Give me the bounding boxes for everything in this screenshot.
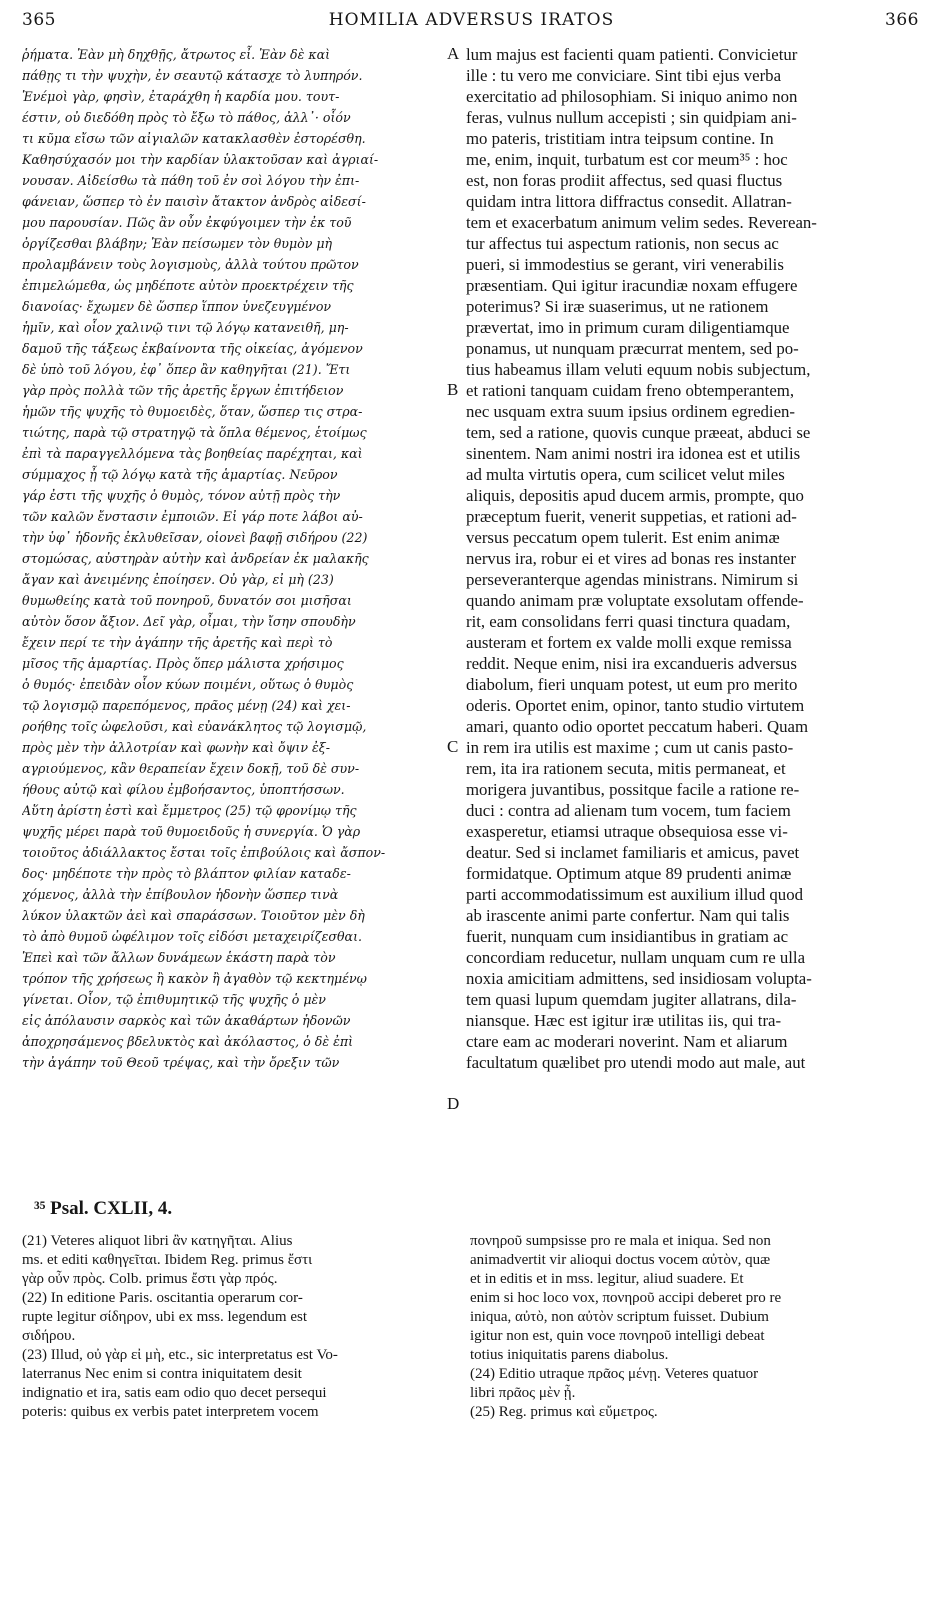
greek-text-column: [22, 44, 452, 1073]
latin-text-line: est, non foras prodiit affectus, sed quasi fluctus: [466, 171, 783, 190]
latin-text-line: prævertat, imo in primum curam diligentiamque: [466, 318, 790, 337]
footnotes-left-column: [22, 1232, 448, 1422]
latin-text-line: feras, vulnus nullum accepisti ; sin quidpiam ani-: [466, 108, 797, 127]
greek-text-line: δαμοῦ τῆς τάξεως ἐκβαίνοντα τῆς οἰκείας, ἀγόμενον: [22, 341, 363, 356]
greek-text-line: ῥήματα. Ἐὰν μὴ δηχθῇς, ἄτρωτος εἶ. Ἐὰν δὲ καὶ: [22, 47, 331, 62]
running-header: [0, 10, 943, 36]
scripture-reference-note: ³⁵ Psal. CXLII, 4.: [34, 1198, 173, 1219]
footnote-line: (23) Illud, οὐ γὰρ εἰ μὴ, etc., sic interpretatus est Vo-: [22, 1347, 338, 1363]
greek-text-line: Ἐνέμοὶ γὰρ, φησὶν, ἐταράχθη ἡ καρδία μου. τουτ-: [22, 89, 340, 104]
latin-text-line: niansque. Hæc est igitur iræ utilitas iis, qui tra-: [466, 1011, 782, 1030]
greek-text-line: τὴν ὑφ᾽ ἡδονῆς ἐκλυθεῖσαν, οἱονεὶ βαφῇ σιδήρου (22): [22, 530, 368, 545]
greek-text-line: μου παρουσίαν. Πῶς ἂν οὖν ἐκφύγοιμεν τὴν ἐκ τοῦ: [22, 215, 352, 230]
latin-text-line: quando animam præ voluptate exsolutam offende-: [466, 591, 804, 610]
latin-text-line: nec usquam extra suum ipsius ordinem egredien-: [466, 402, 796, 421]
latin-text-line: lum majus est facienti quam patienti. Convicietur: [466, 45, 798, 64]
greek-text-line: πάθῃς τι τὴν ψυχὴν, ἐν σεαυτῷ κάτασχε τὸ λυπηρόν.: [22, 68, 363, 83]
running-title: HOMILIA ADVERSUS IRATOS: [328, 10, 615, 30]
greek-text-line: γὰρ πρὸς πολλὰ τῶν τῆς ἀρετῆς ἔργων ἐπιτήδειον: [22, 383, 344, 398]
margin-letter-a: A: [447, 44, 460, 63]
footnote-line: totius iniquitatis parens diabolus.: [470, 1347, 669, 1363]
footnote-line: πονηροῦ sumpsisse pro re mala et iniqua. Sed non: [470, 1233, 771, 1249]
latin-text-line: fuerit, nunquam cum insidiantibus in gratiam ac: [466, 927, 789, 946]
greek-text-line: τι κῦμα εἴσω τῶν αἰγιαλῶν κατακλασθὲν ἐστορέσθη.: [22, 131, 366, 146]
greek-text-line: τρόπον τῆς χρήσεως ἢ κακὸν ἢ ἀγαθὸν τῷ κεκτημένῳ: [22, 971, 367, 986]
greek-text-line: τοιοῦτος ἀδιάλλακτος ἔσται τοῖς ἐπιβούλοις καὶ ἄσπον-: [22, 845, 386, 860]
footnote-line: (25) Reg. primus καὶ εὔμετρος.: [470, 1404, 658, 1420]
greek-text-line: θυμωθείης κατὰ τοῦ πονηροῦ, δυνατόν σοι μισῆσαι: [22, 593, 352, 608]
greek-text-line: ἐπὶ τὰ παραγγελλόμενα τὰς βοηθείας παρέχηται, καὶ: [22, 446, 363, 461]
latin-text-line: ab irascente animi parte confertur. Nam qui talis: [466, 906, 790, 925]
latin-text-line: ponamus, ut nunquam præcurrat mentem, sed po-: [466, 339, 799, 358]
latin-text-line: parti accommodatissimum est auxilium illud quod: [466, 885, 803, 904]
footnote-line: γὰρ οὖν πρὸς. Colb. primus ἔστι γὰρ πρός.: [22, 1271, 278, 1287]
greek-text-line: αγριούμενος, κἂν θεραπείαν ἔχειν δοκῇ, τοῦ δὲ συν-: [22, 761, 360, 776]
latin-text-line: diabolum, fieri unquam potest, ut eum pro merito: [466, 675, 798, 694]
greek-text-line: τῷ λογισμῷ παρεπόμενος, πρᾶος μένῃ (24) καὶ χει-: [22, 698, 351, 713]
latin-text-line: perseveranterque agendas ministrans. Nimirum si: [466, 570, 799, 589]
greek-text-line: γάρ ἐστι τῆς ψυχῆς ὁ θυμὸς, τόνον αὐτῇ πρὸς τὴν: [22, 488, 341, 503]
footnote-line: et in editis et in mss. legitur, aliud suadere. Et: [470, 1271, 744, 1287]
footnote-line: animadvertit vir alioqui doctus vocem αὐτὸν, quæ: [470, 1252, 771, 1268]
greek-text-line: ἄγαν καὶ ἀνειμένης ἐποίησεν. Οὐ γὰρ, εἰ μὴ (23): [22, 572, 334, 587]
greek-text-line: λύκον ὑλακτῶν ἀεὶ καὶ σπαράσσων. Τοιοῦτον μὲν δὴ: [22, 908, 365, 923]
greek-text-line: Ἐπεὶ καὶ τῶν ἄλλων δυνάμεων ἑκάστη παρὰ τὸν: [22, 950, 336, 965]
latin-text-line: me, enim, inquit, turbatum est cor meum³⁵ : hoc: [466, 150, 788, 169]
margin-letter-b: B: [447, 380, 459, 399]
margin-letter-c: C: [447, 737, 459, 756]
latin-text-line: amari, quanto odio oportet peccatum haberi. Quam: [466, 717, 809, 736]
latin-text-line: quidam intra littora diffractus consedit. Allatran-: [466, 192, 792, 211]
latin-text-line: oderis. Oportet enim, opinor, tanto studio virtutem: [466, 696, 805, 715]
greek-text-line: εἰς ἀπόλαυσιν σαρκὸς καὶ τῶν ἀκαθάρτων ἡδονῶν: [22, 1013, 351, 1028]
latin-text-line: rem, ita ira rationem secuta, mitis permaneat, et: [466, 759, 786, 778]
greek-text-line: δὲ ὑπὸ τοῦ λόγου, ἐφ᾽ ὅπερ ἂν καθηγῆται (21). Ἔτι: [22, 362, 351, 377]
greek-text-line: έστιν, οὐ διεδόθη πρὸς τὸ ἔξω τὸ πάθος, ἀλλ᾽· οἷόν: [22, 110, 351, 125]
latin-text-line: exercitatio ad philosophiam. Si iniquo animo non: [466, 87, 798, 106]
latin-text-line: nervus ira, robur ei et vires ad bonas res instanter: [466, 549, 796, 568]
footnote-line: libri πρᾶος μὲν ᾖ.: [470, 1385, 576, 1401]
latin-text-line: tem quasi lupum quemdam jugiter allatrans, dila-: [466, 990, 797, 1009]
greek-text-line: γίνεται. Οἷον, τῷ ἐπιθυμητικῷ τῆς ψυχῆς ὁ μὲν: [22, 992, 326, 1007]
greek-text-line: ἔχειν περί τε τὴν ἀγάπην τῆς ἀρετῆς καὶ περὶ τὸ: [22, 635, 333, 650]
greek-text-line: αὐτὸν ὅσον ἄξιον. Δεῖ γὰρ, οἶμαι, τὴν ἴσην σπουδὴν: [22, 614, 356, 629]
greek-text-line: τὸ ἀπὸ θυμοῦ ὠφέλιμον τοῖς εἰδόσι μεταχειρίζεσθαι.: [22, 929, 363, 944]
greek-text-line: πρὸς μὲν τὴν ἀλλοτρίαν καὶ φωνὴν καὶ ὄψιν ἐξ-: [22, 740, 330, 755]
latin-text-line: poterimus? Si iræ suaserimus, ut ne rationem: [466, 297, 769, 316]
footnote-line: iniqua, αὐτὸ, non αὐτὸν scriptum fuisset. Dubium: [470, 1309, 769, 1325]
footnote-line: igitur non est, quin voce πονηροῦ intelligi debeat: [470, 1328, 765, 1344]
margin-letter-d: D: [447, 1094, 460, 1113]
page-number-right: 366: [885, 10, 919, 30]
latin-text-line: morigera juvantibus, possitque facile a ratione re-: [466, 780, 800, 799]
greek-text-line: ἡμῶν τῆς ψυχῆς τὸ θυμοειδὲς, ὅταν, ὥσπερ τις στρα-: [22, 404, 363, 419]
latin-text-line: tur affectus tui aspectum rationis, non secus ac: [466, 234, 779, 253]
latin-text-line: tius habeamus illam veluti equum nobis subjectum,: [466, 360, 811, 379]
latin-text-line: formidatque. Optimum atque 89 prudenti animæ: [466, 864, 792, 883]
latin-text-line: in rem ira utilis est maxime ; cum ut canis pasto-: [466, 738, 794, 757]
latin-text-line: ad multa virtutis opera, cum scilicet velut miles: [466, 465, 785, 484]
footnote-line: poteris: quibus ex verbis patet interpretem vocem: [22, 1404, 319, 1420]
footnote-line: (22) In editione Paris. oscitantia operarum cor-: [22, 1290, 303, 1306]
latin-text-line: facultatum quælibet pro utendi modo aut male, aut: [466, 1053, 806, 1072]
latin-text-line: deatur. Sed si inclamet familiaris et amicus, pavet: [466, 843, 800, 862]
latin-text-line: reddit. Neque enim, nisi ira excandueris adversus: [466, 654, 797, 673]
footnotes-right-column: [470, 1232, 922, 1422]
latin-text-line: pueri, si immodestius se gerant, viri venerabilis: [466, 255, 784, 274]
greek-text-line: ήθους αὐτῷ καὶ φίλου ἐμβοήσαντος, ὑποπτήσσων.: [22, 782, 345, 797]
latin-text-line: et rationi tanquam cuidam freno obtemperantem,: [466, 381, 795, 400]
greek-text-line: ἡμῖν, καὶ οἷον χαλινῷ τινι τῷ λόγῳ κατανειθῆ, μη-: [22, 320, 349, 335]
greek-text-line: ἐπιμελώμεθα, ὡς μηδέποτε αὐτὸν προεκτρέχειν τῆς: [22, 278, 354, 293]
greek-text-line: χόμενος, ἀλλὰ τὴν ἐπίβουλον ἡδονὴν ὥσπερ τινὰ: [22, 887, 339, 902]
latin-text-line: tem et exacerbatum animum velim sedes. Reverean-: [466, 213, 817, 232]
latin-text-line: austeram et fortem ex valde molli exque remissa: [466, 633, 792, 652]
greek-text-line: σύμμαχος ᾖ τῷ λόγῳ κατὰ τῆς ἁμαρτίας. Νεῦρον: [22, 467, 338, 482]
latin-text-line: exasperetur, etiamsi utraque obsequiosa esse vi-: [466, 822, 788, 841]
greek-text-line: ὀργίζεσθαι βλάβην; Ἐὰν πείσωμεν τὸν θυμὸν μὴ: [22, 236, 333, 251]
greek-text-line: δος· μηδέποτε τὴν πρὸς τὸ βλάπτον φιλίαν καταδε-: [22, 866, 351, 881]
latin-text-line: concordiam reducetur, nullam unquam cum re ulla: [466, 948, 806, 967]
greek-text-line: Αὕτη ἀρίστη ἐστὶ καὶ ἔμμετρος (25) τῷ φρονίμῳ τῆς: [22, 803, 357, 818]
footnote-line: rupte legitur σίδηρον, ubi ex mss. legendum est: [22, 1309, 308, 1325]
greek-text-line: ροήθης τοῖς ὠφελοῦσι, καὶ εὐανάκλητος τῷ λογισμῷ,: [22, 719, 367, 734]
footnote-line: (21) Veteres aliquot libri ἂν κατηγῆται. Alius: [22, 1233, 293, 1249]
footnote-line: (24) Editio utraque πρᾶος μένῃ. Veteres quatuor: [470, 1366, 759, 1382]
latin-text-line: sinentem. Nam animi nostri ira idonea est et utilis: [466, 444, 801, 463]
greek-text-line: φάνειαν, ὥσπερ τὸ ἐν παισὶν ἄτακτον ἀνδρὸς αἰδεσί-: [22, 194, 366, 209]
greek-text-line: μῖσος τῆς ἁμαρτίας. Πρὸς ὅπερ μάλιστα χρήσιμος: [22, 656, 344, 671]
greek-text-line: νουσαν. Αἰδείσθω τὰ πάθη τοῦ ἐν σοὶ λόγου τὴν ἐπι-: [22, 173, 360, 188]
latin-text-line: noxia amicitiam admittens, sed insidiosam volupta-: [466, 969, 812, 988]
latin-text-line: præceptum fuerit, venerit suppetias, et rationi ad-: [466, 507, 797, 526]
latin-text-line: ille : tu vero me conviciare. Sint tibi ejus verba: [466, 66, 782, 85]
latin-text-line: præsentiam. Qui igitur iracundiæ noxam effugere: [466, 276, 798, 295]
footnote-line: laterranus Nec enim si contra iniquitatem desit: [22, 1366, 302, 1382]
greek-text-line: τῶν καλῶν ἔνστασιν ἐμποιῶν. Εἰ γάρ ποτε λάβοι αὐ-: [22, 509, 363, 524]
greek-text-line: τὴν ἀγάπην τοῦ Θεοῦ τρέψας, καὶ τὴν ὄρεξιν τῶν: [22, 1055, 340, 1070]
greek-text-line: Καθησύχασόν μοι τὴν καρδίαν ὑλακτοῦσαν καὶ ἀγριαί-: [22, 152, 379, 167]
footnote-line: ms. et editi καθηγεῖται. Ibidem Reg. primus ἔστι: [22, 1252, 313, 1268]
page-number-left: 365: [22, 10, 56, 30]
greek-text-line: τιώτης, παρὰ τῷ στρατηγῷ τὰ ὅπλα θέμενος, ἑτοίμως: [22, 425, 367, 440]
greek-text-line: ἀποχρησάμενος βδελυκτὸς καὶ ἀκόλαστος, ὁ δὲ ἐπὶ: [22, 1034, 354, 1049]
greek-text-line: ψυχῆς μέρει παρὰ τοῦ θυμοειδοῦς ἡ συνεργία. Ὁ γὰρ: [22, 824, 361, 839]
latin-text-line: duci : contra ad alienam tum vocem, tum faciem: [466, 801, 791, 820]
footnote-line: σιδήρου.: [22, 1328, 76, 1344]
latin-text-line: aliquis, depositis apud ducem armis, prompte, quo: [466, 486, 804, 505]
latin-text-line: tem, sed a ratione, quovis cunque præeat, abduci se: [466, 423, 811, 442]
greek-text-line: ὁ θυμός· ἐπειδὰν οἷον κύων ποιμένι, οὕτως ὁ θυμὸς: [22, 677, 354, 692]
footnote-line: enim si hoc loco vox, πονηροῦ accipi deberet pro re: [470, 1290, 782, 1306]
latin-text-line: rit, eam consolidans ferri quasi tinctura quadam,: [466, 612, 791, 631]
latin-text-line: mo pateris, tristitiam intra teipsum contine. In: [466, 129, 774, 148]
greek-text-line: διανοίας· ἔχωμεν δὲ ὥσπερ ἵππον ὑνεζευγμένον: [22, 299, 332, 314]
footnote-line: indignatio et ira, satis eam odio quo decet persequi: [22, 1385, 327, 1401]
greek-text-line: προλαμβάνειν τοὺς λογισμοὺς, ἀλλὰ τούτου πρῶτον: [22, 257, 359, 272]
latin-text-line: versus peccatum opem tulerit. Est enim animæ: [466, 528, 780, 547]
greek-text-line: στομώσας, αὐστηρὰν αὐτὴν καὶ ἀνδρείαν ἐκ μαλακῆς: [22, 551, 369, 566]
latin-text-line: ctare eam ac moderari noverint. Nam et aliarum: [466, 1032, 788, 1051]
latin-text-column: [466, 44, 920, 1073]
